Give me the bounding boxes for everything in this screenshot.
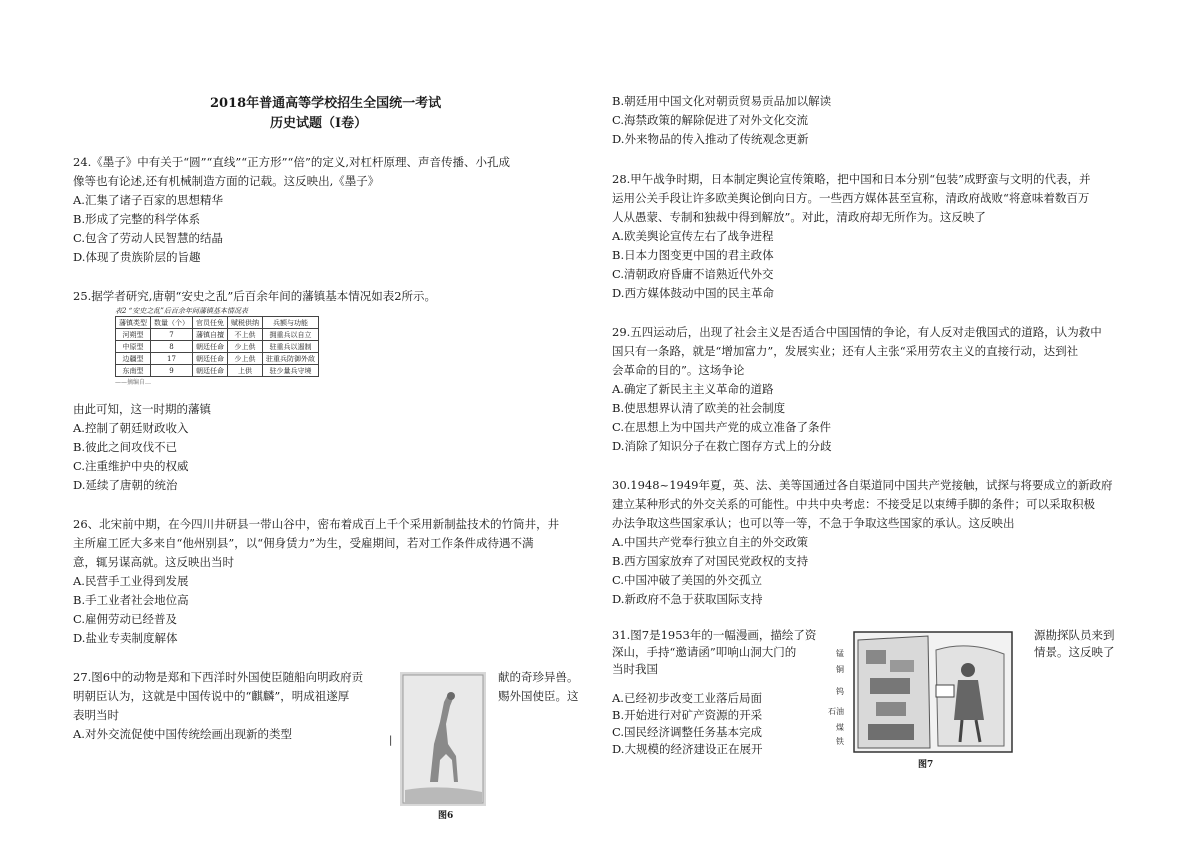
q29-stem-line: 29.五四运动后，出现了社会主义是否适合中国国情的争论，有人反对走俄国式的道路，认为救中 xyxy=(612,325,1102,339)
table-cell: 7 xyxy=(151,329,193,341)
q27-stem-line: 表明当时 xyxy=(73,708,119,722)
figure-7-label: 石油 xyxy=(828,707,844,716)
table-cell: 朝廷任命 xyxy=(193,365,228,377)
q31-stem-right: 情景。这反映了 xyxy=(1034,645,1115,659)
q31-stem-line: 深山，手持“邀请函”叩响山洞大门的 xyxy=(612,645,797,659)
table-header-cell: 官员任免 xyxy=(193,317,228,329)
q27-option-d: D.外来物品的传入推动了传统观念更新 xyxy=(612,132,809,146)
figure-7-label: 铁 xyxy=(836,737,844,746)
q27-option-c: C.海禁政策的解除促进了对外文化交流 xyxy=(612,113,809,127)
q29-option-b: B.使思想界认清了欧美的社会制度 xyxy=(612,401,786,415)
exam-title: 2018年普通高等学校招生全国统一考试 xyxy=(210,96,442,111)
q26-stem-line: 意，辄另谋高就。这反映出当时 xyxy=(73,555,234,569)
figure-7-caption: 图7 xyxy=(918,760,934,770)
q30-option-d: D.新政府不急于获取国际支持 xyxy=(612,592,763,606)
table-2-image xyxy=(115,306,365,388)
q25-stem-line: 25.据学者研究,唐朝“安史之乱”后百余年间的藩镇基本情况如表2所示。 xyxy=(73,289,437,303)
q26-stem-line: 主所雇工匠大多来自“他州别县”，以“佣身赁力”为生，受雇期间，若对工作条件成待遇不满 xyxy=(73,536,534,550)
q24-stem-line: 像等也有论述,还有机械制造方面的记载。这反映出,《墨子》 xyxy=(73,174,380,188)
q28-option-d: D.西方媒体鼓动中国的民主革命 xyxy=(612,286,774,300)
q28-option-a: A.欧美舆论宣传左右了战争进程 xyxy=(612,229,774,243)
exam-subtitle: 历史试题（Ⅰ卷） xyxy=(270,116,368,131)
q31-option-a: A.已经初步改变工业落后局面 xyxy=(612,691,762,705)
table-cell: 上供 xyxy=(228,365,263,377)
q29-option-c: C.在思想上为中国共产党的成立准备了条件 xyxy=(612,420,832,434)
cartoon-illustration xyxy=(818,630,1014,755)
table-header-cell: 赋税供纳 xyxy=(228,317,263,329)
q26-stem-line: 26、北宋前中期，在今四川井研县一带山谷中，密布着成百上千个采用新制盐技术的竹筒井，井 xyxy=(73,517,560,531)
table-cell: 拥重兵以自立 xyxy=(263,329,319,341)
q24-option-a: A.汇集了诸子百家的思想精华 xyxy=(73,193,223,207)
table-cell: 8 xyxy=(151,341,193,353)
q28-stem-line: 运用公关手段让许多欧美舆论倒向日方。一些西方媒体甚至宣称，清政府战败“将意味着数百万 xyxy=(612,191,1090,205)
q27-stem-right: 赐外国使臣。这 xyxy=(498,689,579,703)
q28-option-b: B.日本力图变更中国的君主政体 xyxy=(612,248,774,262)
q28-option-c: C.清朝政府昏庸不谙熟近代外交 xyxy=(612,267,774,281)
q27-stem-line: 明朝臣认为，这就是中国传说中的“麒麟”，明成祖遂厚 xyxy=(73,689,350,703)
q26-option-d: D.盐业专卖制度解体 xyxy=(73,631,178,645)
q27-stem-line: 27.图6中的动物是郑和下西洋时外国使臣随船向明政府贡 xyxy=(73,670,364,684)
figure-7-cartoon xyxy=(818,630,1014,755)
table-header-cell: 藩镇类型 xyxy=(116,317,151,329)
table-cell: 不上供 xyxy=(228,329,263,341)
q27-stem-right: 献的奇珍异兽。 xyxy=(498,670,579,684)
q26-option-b: B.手工业者社会地位高 xyxy=(73,593,189,607)
q31-stem-right: 源勘探队员来到 xyxy=(1034,628,1115,642)
table-cell: 少上供 xyxy=(228,341,263,353)
q25-after-table: 由此可知，这一时期的藩镇 xyxy=(73,402,211,416)
q24-option-c: C.包含了劳动人民智慧的结晶 xyxy=(73,231,224,245)
table-cell: 少上供 xyxy=(228,353,263,365)
table-row xyxy=(116,353,319,365)
q31-stem-line: 31.图7是1953年的一幅漫画，描绘了资 xyxy=(612,628,817,642)
table-cell: 驻重兵防御外敌 xyxy=(263,353,319,365)
q28-stem-line: 人从愚蒙、专制和独裁中得到解放”。对此，清政府却无所作为。这反映了 xyxy=(612,210,986,224)
q30-option-c: C.中国冲破了美国的外交孤立 xyxy=(612,573,763,587)
q29-stem-line: 国只有一条路，就是“增加富力”，发展实业；还有人主张“采用劳农主义的直接行动，达到社 xyxy=(612,344,1079,358)
q29-option-a: A.确定了新民主主义革命的道路 xyxy=(612,382,774,396)
figure-7-label: 煤 xyxy=(836,723,844,732)
table-row xyxy=(116,329,319,341)
q25-option-d: D.延续了唐朝的统治 xyxy=(73,478,178,492)
table-cell: 朝廷任命 xyxy=(193,341,228,353)
q30-stem-line: 建立某种形式的外交关系的可能性。中共中央考虑：不接受足以束缚手脚的条件；可以采取积极 xyxy=(612,497,1095,511)
q29-stem-line: 会革命的目的”。这场争论 xyxy=(612,363,745,377)
table-cell: 中原型 xyxy=(116,341,151,353)
table-2 xyxy=(115,316,319,377)
table-cell: 17 xyxy=(151,353,193,365)
table-cell: 边疆型 xyxy=(116,353,151,365)
figure-7-label: 铜 xyxy=(836,665,844,674)
q27-option-b: B.朝廷用中国文化对朝贡贸易贡品加以解读 xyxy=(612,94,832,108)
q26-option-c: C.雇佣劳动已经普及 xyxy=(73,612,178,626)
table-row xyxy=(116,365,319,377)
q24-stem-line: 24.《墨子》中有关于“圆”“直线”“正方形”“倍”的定义,对杠杆原理、声音传播、小孔成 xyxy=(73,155,510,169)
q28-stem-line: 28.甲午战争时期，日本制定舆论宣传策略，把中国和日本分别“包装”成野蛮与文明的代表，并 xyxy=(612,172,1091,186)
q31-option-c: C.国民经济调整任务基本完成 xyxy=(612,725,763,739)
figure-7-label: 锰 xyxy=(836,649,844,658)
q26-option-a: A.民营手工业得到发展 xyxy=(73,574,189,588)
q27-option-a: A.对外交流促使中国传统绘画出现新的类型 xyxy=(73,727,292,741)
table-cell: 河朔型 xyxy=(116,329,151,341)
q25-option-c: C.注重维护中央的权威 xyxy=(73,459,189,473)
table-row xyxy=(116,341,319,353)
table-cell: 驻重兵以遏制 xyxy=(263,341,319,353)
table-cell: 9 xyxy=(151,365,193,377)
q24-option-b: B.形成了完整的科学体系 xyxy=(73,212,201,226)
table-2-source: ——摘编自… xyxy=(115,379,152,386)
figure-7-label: 钨 xyxy=(836,687,844,696)
giraffe-illustration xyxy=(400,672,486,806)
table-cell: 朝廷任命 xyxy=(193,353,228,365)
q25-option-b: B.彼此之间攻伐不已 xyxy=(73,440,178,454)
figure-6-marker: | xyxy=(389,735,393,746)
table-cell: 驻少量兵守境 xyxy=(263,365,319,377)
q30-stem-line: 办法争取这些国家承认；也可以等一等，不急于争取这些国家的承认。这反映出 xyxy=(612,516,1015,530)
q25-option-a: A.控制了朝廷财政收入 xyxy=(73,421,189,435)
figure-6-caption: 图6 xyxy=(438,811,454,821)
figure-6-giraffe xyxy=(400,672,486,806)
table-cell: 藩镇自擅 xyxy=(193,329,228,341)
q30-option-a: A.中国共产党奉行独立自主的外交政策 xyxy=(612,535,808,549)
table-header-cell: 兵额与功能 xyxy=(263,317,319,329)
q31-stem-line: 当时我国 xyxy=(612,662,658,676)
q31-option-d: D.大规模的经济建设正在展开 xyxy=(612,742,763,756)
q30-option-b: B.西方国家放弃了对国民党政权的支持 xyxy=(612,554,809,568)
q31-option-b: B.开始进行对矿产资源的开采 xyxy=(612,708,763,722)
table-header-cell: 数量（个） xyxy=(151,317,193,329)
q30-stem-line: 30.1948~1949年夏，英、法、美等国通过各自渠道同中国共产党接触，试探与将要成立的新政府 xyxy=(612,478,1113,492)
q29-option-d: D.消除了知识分子在救亡图存方式上的分歧 xyxy=(612,439,832,453)
table-cell: 东南型 xyxy=(116,365,151,377)
table-2-caption: 表2 “安史之乱”后百余年间藩镇基本情况表 xyxy=(115,307,248,315)
q24-option-d: D.体现了贵族阶层的旨趣 xyxy=(73,250,201,264)
